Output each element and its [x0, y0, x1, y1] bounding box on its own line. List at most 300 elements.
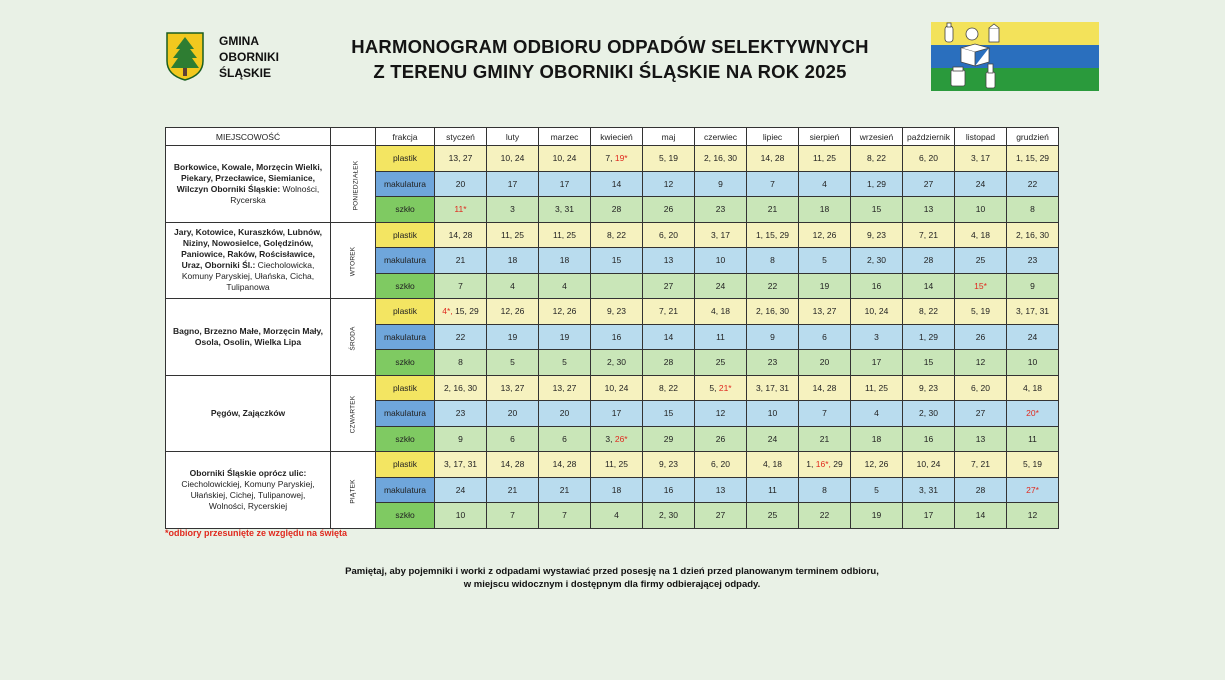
date-cell [799, 452, 851, 478]
date-value: 18 [507, 255, 518, 266]
date-value: 18 [871, 433, 882, 444]
date-cell [487, 299, 539, 325]
locality-cell [166, 299, 331, 376]
locality-names: Borkowice, Kowale, Morzęcin Wielki, Piekary, Przecławice, Siemianice, Wilczyn Oborniki Śląskie: [173, 161, 323, 194]
fraction-cell: makulatura [376, 248, 435, 274]
date-value: 28 [663, 357, 674, 368]
date-value: 24 [715, 280, 726, 291]
date-value: 18 [819, 204, 830, 215]
shifted-date: 26* [614, 433, 628, 444]
date-cell [799, 222, 851, 248]
date-cell [591, 401, 643, 427]
date-cell [799, 273, 851, 299]
date-value: 1, 29 [919, 331, 938, 342]
date-value: 14 [611, 178, 622, 189]
month-header: październik [903, 128, 955, 146]
date-cell [695, 299, 747, 325]
date-cell [643, 426, 695, 452]
date-value: 13 [923, 204, 934, 215]
date-value: 21 [455, 255, 466, 266]
date-cell [903, 146, 955, 172]
date-cell [955, 299, 1007, 325]
date-cell [435, 477, 487, 503]
date-value: 20 [507, 408, 518, 419]
date-cell [903, 477, 955, 503]
date-cell [955, 503, 1007, 529]
date-value: 19 [871, 510, 882, 521]
locality-cell [166, 375, 331, 452]
date-value: 7, 21 [919, 229, 938, 240]
date-cell [747, 477, 799, 503]
date-value: 1, [806, 459, 816, 470]
date-cell [903, 197, 955, 223]
logo-text [219, 33, 279, 81]
fraction-cell: plastik [376, 146, 435, 172]
date-cell [747, 350, 799, 376]
date-value: 2, 30 [659, 510, 678, 521]
date-value: 22 [1027, 178, 1038, 189]
date-value: 6, 20 [971, 382, 990, 393]
date-value: 9 [1030, 280, 1035, 291]
date-cell [435, 171, 487, 197]
date-value: 12, 26 [864, 459, 889, 470]
logo-line: GMINA [219, 34, 259, 48]
date-value: 2, 30 [867, 255, 886, 266]
note-line: w miejscu widocznym i dostępnym dla firmy odbierającej odpady. [463, 579, 761, 590]
date-value: 28 [975, 484, 986, 495]
date-value: 6, 20 [919, 153, 938, 164]
date-cell [643, 248, 695, 274]
date-value: 11 [716, 331, 725, 342]
date-cell [851, 171, 903, 197]
date-value: 29 [663, 433, 674, 444]
date-value: 3 [874, 331, 879, 342]
date-value: 14, 28 [760, 153, 785, 164]
date-cell [539, 401, 591, 427]
date-value: 2, 16, 30 [755, 306, 790, 317]
date-cell [435, 324, 487, 350]
date-value: 15 [663, 408, 674, 419]
date-cell [539, 299, 591, 325]
logo-line: ŚLĄSKIE [219, 66, 272, 80]
date-cell [955, 197, 1007, 223]
locality-cell [166, 452, 331, 529]
month-header: marzec [539, 128, 591, 146]
date-cell [747, 503, 799, 529]
date-value: 17 [871, 357, 882, 368]
month-header: lipiec [747, 128, 799, 146]
date-value: 11, 25 [604, 459, 628, 470]
month-header: kwiecień [591, 128, 643, 146]
date-cell [435, 222, 487, 248]
date-cell [435, 375, 487, 401]
date-cell [695, 222, 747, 248]
date-cell [435, 350, 487, 376]
date-cell [487, 503, 539, 529]
date-value: 12 [715, 408, 726, 419]
date-cell [695, 350, 747, 376]
fraction-cell: plastik [376, 299, 435, 325]
weekday-cell [331, 146, 376, 223]
date-value: 7 [770, 178, 775, 189]
date-cell [435, 299, 487, 325]
date-cell [643, 299, 695, 325]
date-cell [1007, 324, 1059, 350]
date-cell [539, 222, 591, 248]
date-value: 26 [975, 331, 986, 342]
date-value: 15 [611, 255, 622, 266]
date-value: 14 [663, 331, 674, 342]
date-cell [539, 273, 591, 299]
date-value: 9 [770, 331, 775, 342]
date-value: 6 [510, 433, 515, 444]
date-cell [591, 452, 643, 478]
date-value: 10 [1027, 357, 1038, 368]
date-cell [643, 401, 695, 427]
locality-names: Pęgów, Zajączków [210, 407, 286, 418]
date-cell [695, 452, 747, 478]
date-cell [643, 452, 695, 478]
date-value: 10, 24 [916, 459, 941, 470]
month-header: listopad [955, 128, 1007, 146]
date-cell [591, 197, 643, 223]
locality-streets: Wolności, Rycerska [230, 183, 320, 205]
date-value: 20 [455, 178, 466, 189]
date-cell [799, 197, 851, 223]
date-cell [487, 375, 539, 401]
locality-streets: Ciecholowickiej, Komuny Paryskiej, Ułańskiej, Cichej, Tulipanowej, Wolności, Rycerskiej [181, 478, 315, 511]
locality-cell [166, 222, 331, 299]
date-cell [955, 324, 1007, 350]
date-cell [435, 503, 487, 529]
date-value: 9, 23 [659, 459, 678, 470]
date-cell [643, 171, 695, 197]
fraction-cell: plastik [376, 452, 435, 478]
date-value: 9 [718, 178, 723, 189]
date-value: 8, 22 [867, 153, 886, 164]
fraction-cell: makulatura [376, 477, 435, 503]
date-value: 16 [871, 280, 882, 291]
date-value: 4, 18 [763, 459, 782, 470]
date-value: 23 [767, 357, 778, 368]
date-value: 12, 26 [500, 306, 525, 317]
date-value: 18 [611, 484, 622, 495]
date-cell [591, 273, 643, 299]
date-cell [799, 477, 851, 503]
date-cell [747, 273, 799, 299]
weekday-label: WTOREK [349, 246, 357, 277]
month-header: styczeń [435, 128, 487, 146]
date-cell [955, 248, 1007, 274]
date-value: 3, 31 [919, 484, 938, 495]
date-cell [903, 248, 955, 274]
date-cell [851, 197, 903, 223]
title-line: Z TERENU GMINY OBORNIKI ŚLĄSKIE NA ROK 2025 [373, 61, 847, 82]
date-cell [487, 426, 539, 452]
date-cell [695, 477, 747, 503]
date-value: 12, 26 [812, 229, 837, 240]
date-value: 23 [455, 408, 466, 419]
date-value: 14, 28 [552, 459, 577, 470]
date-cell [643, 146, 695, 172]
date-cell [695, 503, 747, 529]
date-value: 27 [923, 178, 934, 189]
date-value: 13 [663, 255, 674, 266]
date-cell [487, 222, 539, 248]
date-cell [1007, 248, 1059, 274]
date-value: 4 [874, 408, 879, 419]
date-value: 24 [455, 484, 466, 495]
shifted-date: 15* [974, 280, 987, 291]
date-value: 5, 19 [971, 306, 990, 317]
date-value: 6 [822, 331, 827, 342]
date-cell [747, 375, 799, 401]
date-value: 3, 17, 31 [1015, 306, 1050, 317]
date-cell [539, 503, 591, 529]
locality-names: Oborniki Śląskie oprócz ulic: [189, 467, 307, 478]
date-cell [799, 146, 851, 172]
date-value: 8 [458, 357, 463, 368]
fraction-cell: makulatura [376, 324, 435, 350]
date-cell [539, 452, 591, 478]
date-cell [851, 375, 903, 401]
fraction-cell: szkło [376, 273, 435, 299]
date-value: 7 [822, 408, 827, 419]
shifted-date: 11* [454, 204, 467, 215]
date-value: 27 [975, 408, 986, 419]
date-cell [695, 197, 747, 223]
date-cell [955, 401, 1007, 427]
fraction-cell: makulatura [376, 401, 435, 427]
date-value: 18 [559, 255, 570, 266]
page-title [320, 34, 900, 84]
date-value: 15 [871, 204, 882, 215]
date-value: 21 [819, 433, 830, 444]
date-value: 3, 17, 31 [443, 459, 478, 470]
date-value: 21 [767, 204, 778, 215]
date-cell [435, 426, 487, 452]
day-header [331, 128, 376, 146]
date-cell [799, 171, 851, 197]
date-value: 4 [562, 280, 567, 291]
note-line: Pamiętaj, aby pojemniki i worki z odpadami wystawiać przed posesję na 1 dzień przed planowanym terminem odbioru, [345, 566, 879, 577]
date-cell [539, 350, 591, 376]
date-cell [903, 375, 955, 401]
weekday-label: PIĄTEK [349, 479, 357, 504]
date-value: 24 [975, 178, 986, 189]
fraction-cell: szkło [376, 503, 435, 529]
date-value: 11, 25 [500, 229, 524, 240]
table-row [166, 375, 1059, 401]
date-cell [487, 248, 539, 274]
waste-flag-graphic [931, 22, 1099, 91]
reminder-note [262, 565, 962, 591]
date-cell [851, 426, 903, 452]
locality-streets: Ciecholowicka, Komuny Paryskiej, Ułańska, Cicha, Tulipanowa [181, 260, 315, 293]
date-cell [903, 452, 955, 478]
date-cell [435, 197, 487, 223]
fraction-cell: szkło [376, 350, 435, 376]
date-cell [955, 477, 1007, 503]
date-value: 23 [715, 204, 726, 215]
date-cell [591, 426, 643, 452]
date-cell [643, 324, 695, 350]
schedule-table [165, 127, 1059, 529]
date-cell [747, 171, 799, 197]
month-header: luty [487, 128, 539, 146]
date-value: 11, 25 [864, 382, 888, 393]
date-value: 10, 24 [604, 382, 629, 393]
date-value: 4 [510, 280, 515, 291]
date-cell [487, 273, 539, 299]
month-header: maj [643, 128, 695, 146]
waste-items-icon [931, 22, 1016, 91]
date-cell [903, 273, 955, 299]
date-value: 8, 22 [919, 306, 938, 317]
date-cell [643, 350, 695, 376]
date-value: 16 [663, 484, 674, 495]
date-value: 28 [923, 255, 934, 266]
date-value: 6, 20 [711, 459, 730, 470]
date-cell [799, 401, 851, 427]
date-value: 5, [709, 382, 719, 393]
fraction-cell: szkło [376, 426, 435, 452]
date-value: 1, 15, 29 [1015, 153, 1050, 164]
date-value: 2, 16, 30 [443, 382, 478, 393]
date-cell [851, 350, 903, 376]
date-cell [539, 477, 591, 503]
date-value: 26 [663, 204, 674, 215]
date-cell [747, 197, 799, 223]
date-value: 9, 23 [919, 382, 938, 393]
date-cell [747, 324, 799, 350]
date-cell [539, 197, 591, 223]
locality-names: Jary, Kotowice, Kuraszków, Lubnów, Niziny, Nowosielce, Golędzinów, Paniowice, Raków, Rościsławice, Uraz, Oborniki Śl.: [174, 227, 322, 271]
date-cell [643, 273, 695, 299]
date-value: 4, 18 [1023, 382, 1042, 393]
title-line: HARMONOGRAM ODBIORU ODPADÓW SELEKTYWNYCH [351, 36, 869, 57]
date-value: 14, 28 [500, 459, 525, 470]
date-value: 17 [559, 178, 570, 189]
weekday-cell [331, 222, 376, 299]
date-cell [539, 171, 591, 197]
date-value: 20 [559, 408, 570, 419]
date-cell [747, 452, 799, 478]
date-value: 3, 17 [971, 153, 990, 164]
table-row [166, 452, 1059, 478]
date-cell [591, 324, 643, 350]
date-cell [591, 375, 643, 401]
month-header: czerwiec [695, 128, 747, 146]
date-value: 17 [923, 510, 934, 521]
date-value: 13 [975, 433, 986, 444]
date-value: 4 [614, 510, 619, 521]
date-cell [1007, 273, 1059, 299]
date-value: 14 [975, 510, 986, 521]
table-row [166, 299, 1059, 325]
fraction-cell: szkło [376, 197, 435, 223]
date-cell [539, 426, 591, 452]
date-value: 13, 27 [448, 153, 473, 164]
date-value: 1, 15, 29 [755, 229, 790, 240]
shifted-date: 16*, [815, 459, 831, 470]
date-cell [591, 248, 643, 274]
date-value: 6, 20 [659, 229, 678, 240]
fraction-header: frakcja [376, 128, 435, 146]
date-value: 12, 26 [552, 306, 577, 317]
month-header: grudzień [1007, 128, 1059, 146]
date-cell [799, 503, 851, 529]
date-cell [435, 273, 487, 299]
date-cell [851, 222, 903, 248]
holiday-footnote: *odbiory przesunięte ze względu na święta [165, 528, 348, 538]
date-cell [435, 146, 487, 172]
date-cell [1007, 452, 1059, 478]
date-cell [591, 171, 643, 197]
date-cell [903, 401, 955, 427]
date-cell [903, 299, 955, 325]
date-cell [695, 401, 747, 427]
date-cell [643, 222, 695, 248]
date-value: 20 [819, 357, 830, 368]
date-cell [591, 222, 643, 248]
date-value: 9, 23 [867, 229, 886, 240]
date-cell [435, 248, 487, 274]
date-cell [591, 146, 643, 172]
date-value: 14 [923, 280, 934, 291]
date-cell [851, 503, 903, 529]
date-value: 9, 23 [607, 306, 626, 317]
date-cell [487, 477, 539, 503]
date-cell [955, 146, 1007, 172]
date-value: 13, 27 [812, 306, 837, 317]
date-cell [539, 375, 591, 401]
date-value: 17 [507, 178, 518, 189]
date-cell [747, 401, 799, 427]
locality-names: Bagno, Brzezno Małe, Morzęcin Mały, Osola, Osolin, Wielka Lipa [172, 325, 324, 347]
table-header-row [166, 128, 1059, 146]
date-value: 7 [458, 280, 463, 291]
date-cell [955, 426, 1007, 452]
date-value: 10 [767, 408, 778, 419]
date-cell [487, 171, 539, 197]
date-cell [799, 350, 851, 376]
date-cell [435, 401, 487, 427]
month-header: wrzesień [851, 128, 903, 146]
date-value: 10, 24 [864, 306, 889, 317]
date-cell [695, 146, 747, 172]
date-cell [799, 375, 851, 401]
weekday-label: ŚRODA [349, 326, 357, 351]
date-value: 11, 25 [552, 229, 576, 240]
date-value: 23 [1027, 255, 1038, 266]
date-cell [591, 350, 643, 376]
weekday-cell [331, 452, 376, 529]
date-value: 1, 29 [867, 178, 886, 189]
date-cell [1007, 503, 1059, 529]
date-value: 22 [767, 280, 778, 291]
date-cell [747, 299, 799, 325]
date-cell [435, 452, 487, 478]
date-value: 25 [715, 357, 726, 368]
date-value: 27 [715, 510, 726, 521]
date-cell [955, 375, 1007, 401]
date-cell [955, 171, 1007, 197]
date-cell [747, 146, 799, 172]
date-cell [903, 350, 955, 376]
date-cell [695, 248, 747, 274]
date-cell [851, 324, 903, 350]
